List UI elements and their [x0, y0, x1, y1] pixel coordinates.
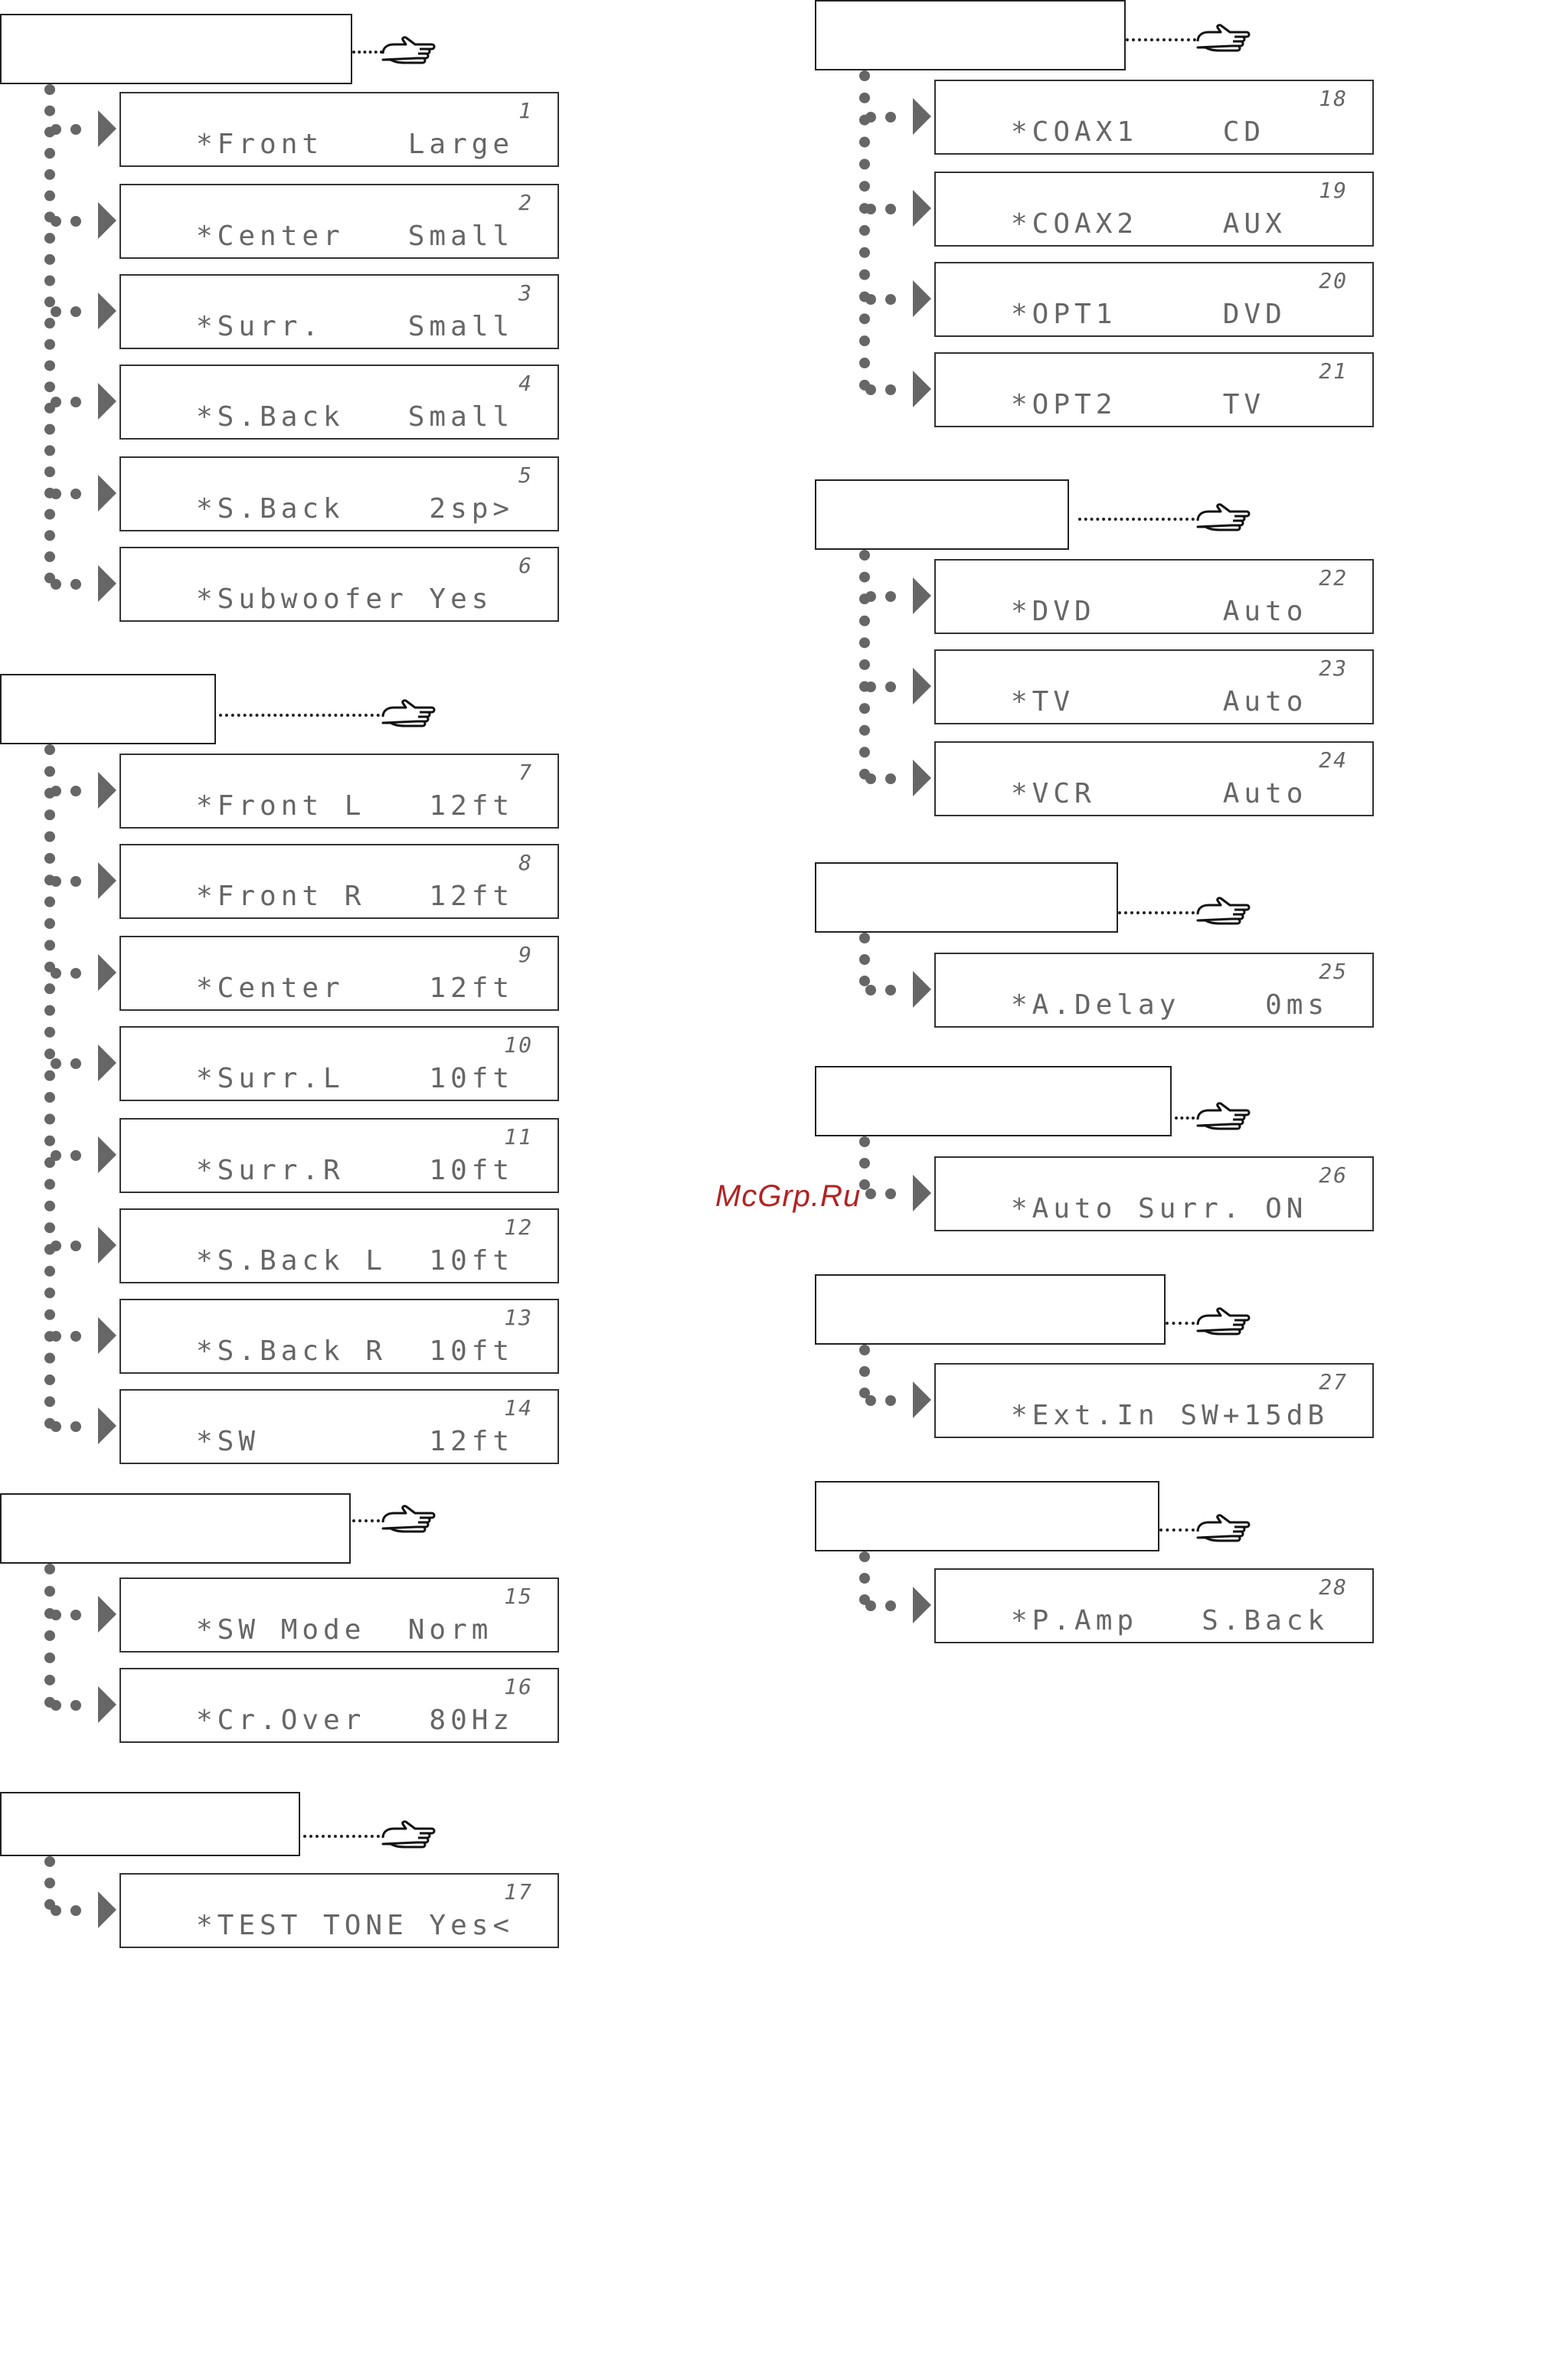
lcd-text: *OPT2 TV [1011, 389, 1266, 420]
step-number: 7 [518, 760, 533, 785]
step-number: 13 [504, 1305, 533, 1330]
tree-branch [51, 1150, 81, 1161]
tree-branch [51, 306, 81, 317]
connector-line [1078, 518, 1195, 521]
lcd-text: *Cr.Over 80Hz [196, 1705, 515, 1736]
arrow-right-icon [913, 98, 931, 135]
step-number: 22 [1319, 565, 1348, 590]
tree-line [44, 744, 55, 1429]
lcd-text: *VCR Auto [1011, 778, 1308, 809]
tree-branch [51, 1905, 81, 1916]
arrow-right-icon [913, 668, 931, 705]
step-number: 25 [1319, 959, 1348, 984]
pointing-hand-icon [1195, 1512, 1251, 1545]
tree-branch [51, 1421, 81, 1432]
tree-branch [51, 968, 81, 979]
lcd-display-13 [119, 1299, 559, 1374]
arrow-right-icon [98, 1407, 116, 1444]
lcd-display-10 [119, 1026, 559, 1101]
step-number: 4 [518, 371, 533, 396]
step-number: 24 [1319, 747, 1348, 773]
arrow-right-icon [913, 760, 931, 796]
tree-branch [51, 216, 81, 227]
lcd-display-22 [934, 559, 1374, 634]
lcd-text: *A.Delay 0ms [1011, 989, 1329, 1021]
lcd-display-18 [934, 80, 1374, 155]
arrow-right-icon [98, 1227, 116, 1264]
step-number: 21 [1319, 358, 1348, 384]
lcd-display-1 [119, 92, 559, 167]
pointing-hand-icon [380, 1818, 437, 1852]
arrow-right-icon [98, 1596, 116, 1633]
connector-line [1166, 1322, 1195, 1325]
group-header-speaker-size [0, 14, 352, 84]
lcd-display-24 [934, 741, 1374, 816]
step-number: 16 [504, 1674, 533, 1699]
lcd-display-27 [934, 1363, 1374, 1438]
lcd-display-14 [119, 1389, 559, 1464]
arrow-right-icon [98, 293, 116, 329]
lcd-text: *S.Back 2sp> [196, 493, 515, 525]
step-number: 14 [504, 1395, 533, 1420]
pointing-hand-icon [380, 697, 437, 731]
lcd-text: *Auto Surr. ON [1011, 1193, 1308, 1224]
step-number: 15 [504, 1584, 533, 1609]
arrow-right-icon [98, 954, 116, 991]
lcd-display-6 [119, 547, 559, 622]
lcd-display-11 [119, 1118, 559, 1193]
lcd-display-3 [119, 274, 559, 349]
step-number: 2 [518, 190, 533, 215]
lcd-text: *Surr.L 10ft [196, 1063, 515, 1094]
tree-branch [865, 1188, 896, 1199]
pointing-hand-icon [1195, 21, 1251, 55]
step-number: 19 [1319, 178, 1348, 203]
step-number: 6 [518, 553, 533, 578]
connector-line [219, 714, 380, 717]
tree-line [44, 84, 55, 584]
arrow-right-icon [98, 383, 116, 420]
arrow-right-icon [98, 862, 116, 899]
arrow-right-icon [98, 1317, 116, 1354]
lcd-display-7 [119, 754, 559, 829]
lcd-display-2 [119, 184, 559, 259]
arrow-right-icon [913, 371, 931, 407]
tree-branch [51, 124, 81, 135]
group-header-ext-in-sw [815, 1274, 1166, 1345]
tree-branch [51, 397, 81, 407]
arrow-right-icon [913, 1175, 931, 1211]
pointing-hand-icon [380, 34, 437, 67]
lcd-text: *Center Small [196, 221, 515, 252]
group-header-input-mode [815, 479, 1069, 550]
step-number: 18 [1319, 86, 1348, 111]
lcd-display-5 [119, 456, 559, 531]
step-number: 26 [1319, 1162, 1348, 1188]
connector-line [1126, 38, 1196, 41]
pointing-hand-icon [1195, 1305, 1251, 1339]
step-number: 11 [504, 1124, 533, 1149]
lcd-display-28 [934, 1568, 1374, 1643]
arrow-right-icon [98, 110, 116, 147]
step-number: 1 [518, 98, 533, 123]
group-header-digital-input [815, 0, 1126, 70]
tree-line [859, 550, 870, 780]
tree-branch [865, 1395, 896, 1406]
connector-line [1175, 1116, 1195, 1120]
tree-branch [865, 294, 896, 305]
arrow-right-icon [98, 1136, 116, 1173]
arrow-right-icon [913, 577, 931, 614]
lcd-text: *Surr. Small [196, 311, 515, 342]
tree-branch [51, 1241, 81, 1251]
step-number: 10 [504, 1032, 533, 1058]
lcd-display-8 [119, 844, 559, 919]
tree-branch [51, 579, 81, 590]
step-number: 3 [518, 280, 533, 306]
group-header-test-tone [0, 1792, 300, 1856]
lcd-display-17 [119, 1873, 559, 1948]
tree-line [859, 1551, 870, 1605]
group-header-power-amp [815, 1481, 1159, 1551]
lcd-text: *OPT1 DVD [1011, 299, 1287, 330]
step-number: 17 [504, 1879, 533, 1904]
step-number: 5 [518, 463, 533, 488]
pointing-hand-icon [380, 1502, 437, 1536]
step-number: 28 [1319, 1574, 1348, 1600]
step-number: 23 [1319, 655, 1348, 681]
pointing-hand-icon [1195, 894, 1251, 928]
lcd-display-26 [934, 1156, 1374, 1231]
lcd-text: *Ext.In SW+15dB [1011, 1400, 1329, 1431]
group-header-speaker-distance [0, 674, 216, 744]
lcd-display-20 [934, 262, 1374, 337]
arrow-right-icon [913, 280, 931, 317]
lcd-display-15 [119, 1577, 559, 1653]
group-header-subwoofer-setup [0, 1493, 351, 1564]
tree-branch [51, 1058, 81, 1069]
arrow-right-icon [913, 1587, 931, 1623]
tree-branch [865, 384, 896, 395]
pointing-hand-icon [1195, 501, 1251, 535]
tree-branch [51, 786, 81, 796]
connector-line [303, 1835, 380, 1838]
lcd-display-21 [934, 352, 1374, 427]
lcd-text: *COAX1 CD [1011, 116, 1266, 148]
arrow-right-icon [98, 1891, 116, 1928]
lcd-display-4 [119, 365, 559, 440]
tree-branch [51, 1700, 81, 1711]
lcd-text: *Front L 12ft [196, 790, 515, 822]
connector-line [352, 51, 383, 54]
lcd-text: *TV Auto [1011, 686, 1308, 718]
tree-branch [51, 489, 81, 499]
tree-branch [865, 1600, 896, 1611]
lcd-display-12 [119, 1208, 559, 1283]
lcd-text: *Front R 12ft [196, 881, 515, 912]
tree-branch [865, 985, 896, 995]
lcd-text: *S.Back L 10ft [196, 1245, 515, 1277]
tree-branch [865, 204, 896, 214]
watermark: McGrp.Ru [715, 1179, 862, 1213]
arrow-right-icon [98, 772, 116, 809]
lcd-text: *COAX2 AUX [1011, 208, 1287, 240]
tree-branch [865, 682, 896, 692]
lcd-display-25 [934, 953, 1374, 1028]
group-header-auto-surround [815, 1066, 1172, 1136]
arrow-right-icon [98, 1045, 116, 1081]
pointing-hand-icon [1195, 1100, 1251, 1133]
connector-line [1118, 911, 1195, 914]
arrow-right-icon [98, 202, 116, 239]
arrow-right-icon [98, 1686, 116, 1723]
tree-branch [51, 876, 81, 887]
step-number: 12 [504, 1215, 533, 1240]
lcd-text: *SW Mode Norm [196, 1614, 493, 1646]
tree-line [859, 933, 870, 986]
tree-branch [51, 1610, 81, 1620]
step-number: 8 [518, 850, 533, 875]
lcd-display-9 [119, 936, 559, 1011]
lcd-text: *DVD Auto [1011, 596, 1308, 627]
tree-branch [865, 112, 896, 123]
lcd-text: *TEST TONE Yes< [196, 1910, 515, 1941]
tree-branch [865, 773, 896, 784]
lcd-text: *S.Back Small [196, 401, 515, 433]
tree-line [859, 1345, 870, 1398]
group-header-audio-delay [815, 862, 1118, 933]
lcd-text: *Surr.R 10ft [196, 1155, 515, 1186]
arrow-right-icon [913, 1381, 931, 1418]
lcd-text: *Center 12ft [196, 973, 515, 1004]
arrow-right-icon [98, 475, 116, 512]
tree-line [44, 1564, 55, 1708]
step-number: 27 [1319, 1369, 1348, 1394]
lcd-display-16 [119, 1668, 559, 1743]
step-number: 20 [1319, 268, 1348, 293]
lcd-text: *SW 12ft [196, 1426, 515, 1457]
lcd-display-19 [934, 172, 1374, 247]
arrow-right-icon [913, 971, 931, 1008]
lcd-text: *P.Amp S.Back [1011, 1605, 1329, 1636]
arrow-right-icon [98, 565, 116, 602]
tree-line [44, 1856, 55, 1910]
lcd-display-23 [934, 649, 1374, 724]
connector-line [352, 1519, 380, 1522]
lcd-text: *Subwoofer Yes [196, 584, 493, 615]
lcd-text: *S.Back R 10ft [196, 1335, 515, 1367]
step-number: 9 [518, 942, 533, 967]
tree-branch [865, 591, 896, 602]
connector-line [1159, 1528, 1195, 1532]
lcd-text: *Front Large [196, 129, 515, 160]
arrow-right-icon [913, 190, 931, 227]
tree-branch [51, 1331, 81, 1342]
